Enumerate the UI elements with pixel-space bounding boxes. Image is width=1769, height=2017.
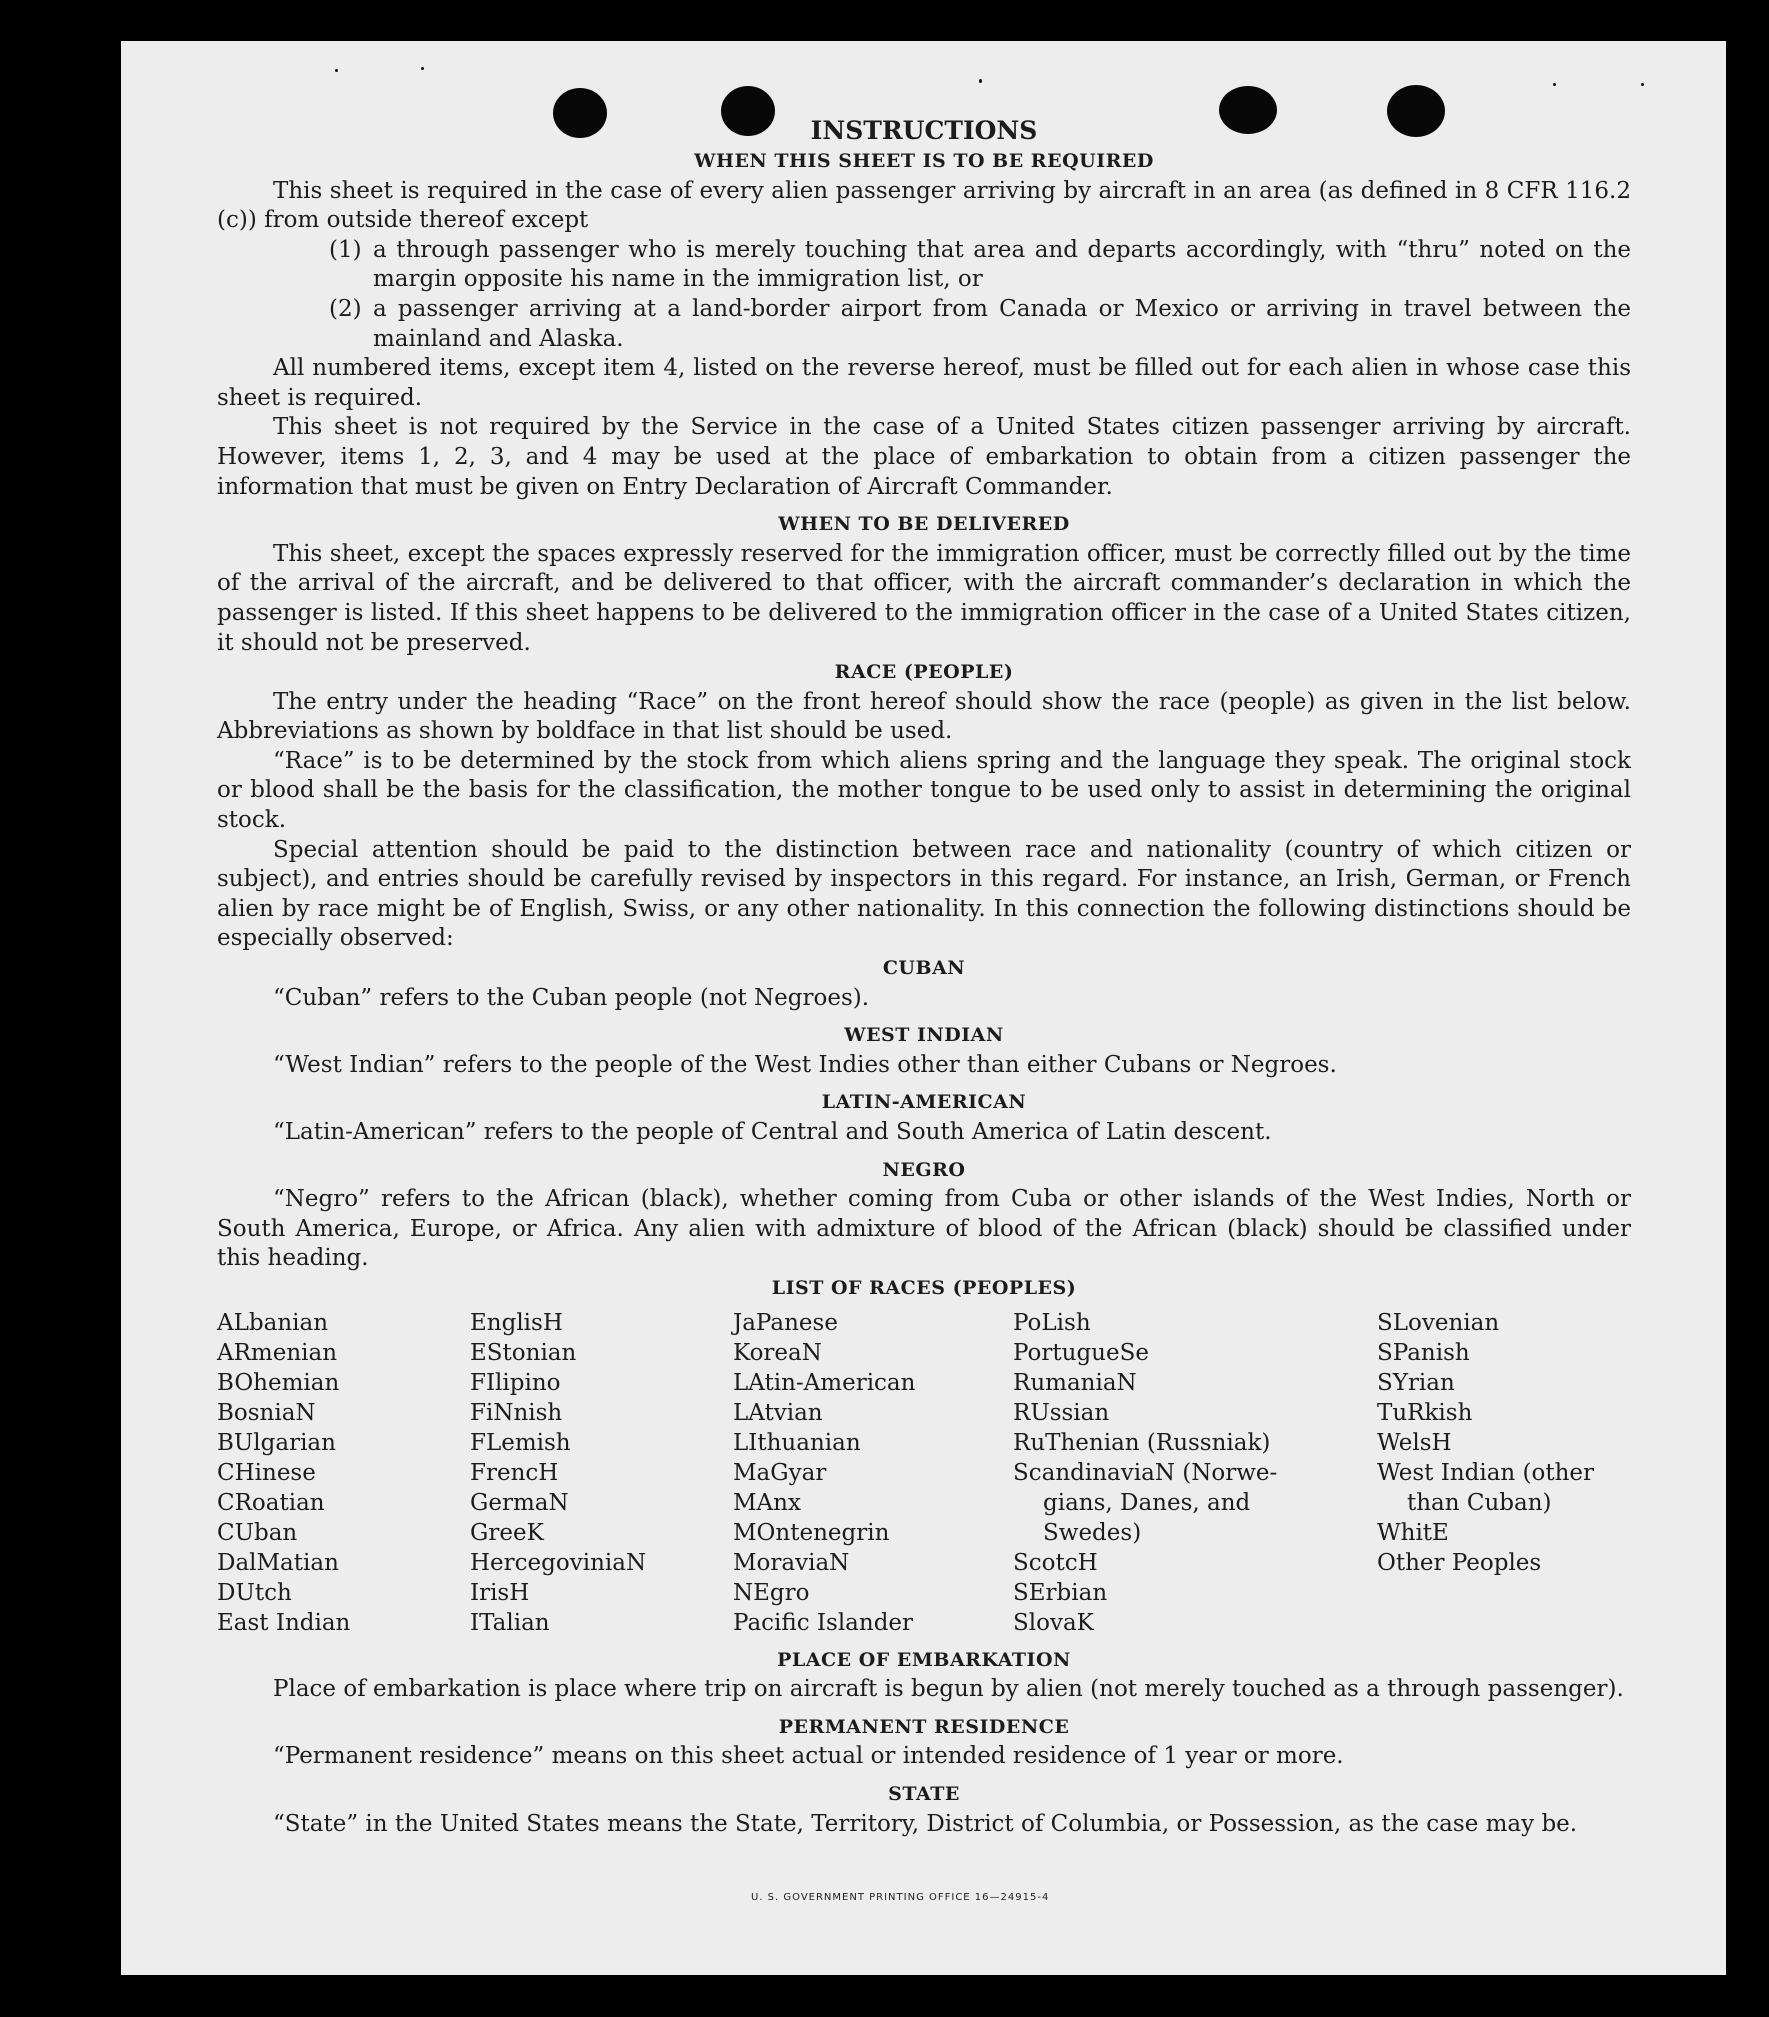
race-entry: Swedes): [1043, 1519, 1142, 1546]
race-entry: RuThenian (Russniak): [1013, 1429, 1271, 1456]
heading-west-indian: WEST INDIAN: [844, 1024, 1004, 1047]
heading-place-of-embarkation: PLACE OF EMBARKATION: [777, 1648, 1071, 1671]
heading-negro: NEGRO: [882, 1158, 966, 1181]
document-page: [121, 41, 1726, 1975]
race-entry: SlovaK: [1013, 1609, 1094, 1636]
race-entry: PortugueSe: [1013, 1339, 1149, 1366]
race-entry: SYrian: [1377, 1369, 1455, 1396]
paragraph: Place of embarkation is place where trip on aircraft is begun by alien (not merely touched as a through passenger).: [273, 1676, 1624, 1703]
race-entry: EStonian: [470, 1339, 577, 1366]
paragraph: “Cuban” refers to the Cuban people (not Negroes).: [273, 984, 870, 1011]
speck: [335, 69, 338, 72]
heading-race: RACE (PEOPLE): [834, 661, 1014, 684]
race-entry: ARmenian: [217, 1339, 338, 1366]
paragraph: “Race” is to be determined by the stock from which aliens spring and the language they speak. The original stock or blood shall be the basis for the classification, the mother tongue to be used only to assist in determining the original stock.: [217, 747, 1631, 834]
heading-state: STATE: [888, 1782, 960, 1805]
race-entry: MaGyar: [733, 1459, 827, 1486]
race-entry: CHinese: [217, 1459, 316, 1486]
race-entry: BosniaN: [217, 1399, 316, 1426]
race-entry: ScotcH: [1013, 1549, 1098, 1576]
race-entry: WelsH: [1377, 1429, 1452, 1456]
heading-list-of-races: LIST OF RACES (PEOPLES): [771, 1276, 1077, 1299]
heading-when-delivered: WHEN TO BE DELIVERED: [778, 513, 1070, 536]
race-list: [217, 1308, 1631, 1638]
instructions-body: [217, 115, 1631, 1839]
race-column: [1377, 1308, 1627, 1638]
item-number: (1): [329, 236, 362, 263]
race-entry: than Cuban): [1407, 1489, 1552, 1516]
race-entry: MOntenegrin: [733, 1519, 890, 1546]
race-entry: East Indian: [217, 1609, 351, 1636]
race-entry: JaPanese: [733, 1309, 838, 1336]
paragraph: This sheet, except the spaces expressly reserved for the immigration officer, must be correctly filled out by the time of the arrival of the aircraft, and be delivered to that officer, with the aircraft commander’s declaration in which the passenger is listed. If this sheet happens to be delivered to the immigration officer in the case of a United States citizen, it should not be preserved.: [217, 540, 1631, 656]
race-entry: DUtch: [217, 1579, 292, 1606]
race-entry: SPanish: [1377, 1339, 1470, 1366]
speck: [1553, 83, 1556, 86]
exception-item-2: [217, 295, 1631, 354]
race-entry: LAtin-American: [733, 1369, 916, 1396]
race-entry: BUlgarian: [217, 1429, 336, 1456]
race-entry: IrisH: [470, 1579, 530, 1606]
paragraph: The entry under the heading “Race” on the front hereof should show the race (people) as given in the list below. Abbreviations as shown by boldface in that list should be used.: [217, 688, 1631, 745]
item-text: a through passenger who is merely touching that area and departs accordingly, with “thru” noted on the margin opposite his name in the immigration list, or: [373, 236, 1631, 293]
race-column: [733, 1308, 1013, 1638]
race-entry: gians, Danes, and: [1043, 1489, 1251, 1516]
race-entry: CRoatian: [217, 1489, 325, 1516]
race-entry: LAtvian: [733, 1399, 823, 1426]
item-text: a passenger arriving at a land-border airport from Canada or Mexico or arriving in travel between the mainland and Alaska.: [373, 295, 1631, 352]
paragraph: All numbered items, except item 4, listed on the reverse hereof, must be filled out for each alien in whose case this sheet is required.: [217, 355, 1631, 411]
race-column: [470, 1308, 733, 1638]
race-entry: LIthuanian: [733, 1429, 861, 1456]
exception-item-1: [217, 236, 1631, 295]
race-entry: TuRkish: [1377, 1399, 1473, 1426]
race-entry: FIlipino: [470, 1369, 561, 1396]
race-entry: West Indian (other: [1377, 1459, 1595, 1486]
race-entry: EnglisH: [470, 1309, 563, 1336]
race-entry: RUssian: [1013, 1399, 1110, 1426]
race-entry: SErbian: [1013, 1579, 1108, 1606]
race-entry: FiNnish: [470, 1399, 563, 1426]
race-entry: ScandinaviaN (Norwe-: [1013, 1459, 1278, 1486]
speck: [1641, 83, 1644, 86]
paragraph: This sheet is not required by the Service in the case of a United States citizen passenger arriving by aircraft. However, items 1, 2, 3, and 4 may be used at the place of embarkation to obtain from a citizen passenger the information that must be given on Entry Declaration of Aircraft Commander.: [217, 414, 1631, 500]
race-entry: SLovenian: [1377, 1309, 1500, 1336]
race-entry: FLemish: [470, 1429, 571, 1456]
race-entry: CUban: [217, 1519, 298, 1546]
heading-permanent-residence: PERMANENT RESIDENCE: [778, 1715, 1070, 1738]
race-entry: Other Peoples: [1377, 1549, 1542, 1576]
paragraph: “Latin-American” refers to the people of Central and South America of Latin descent.: [273, 1119, 1272, 1145]
race-entry: PoLish: [1013, 1309, 1091, 1336]
heading-cuban: CUBAN: [882, 957, 966, 980]
speck: [421, 67, 424, 70]
paragraph: “Negro” refers to the African (black), whether coming from Cuba or other islands of the West Indies, North or South America, Europe, or Africa. Any alien with admixture of blood of the African (black) should be classified under this heading.: [217, 1186, 1631, 1272]
race-entry: GreeK: [470, 1519, 544, 1546]
race-entry: ALbanian: [217, 1309, 329, 1336]
speck: [979, 79, 982, 83]
race-column: [1013, 1308, 1377, 1638]
paragraph: This sheet is required in the case of every alien passenger arriving by aircraft in an area (as defined in 8 CFR 116.2 (c)) from outside thereof except: [217, 177, 1631, 234]
race-entry: DalMatian: [217, 1549, 339, 1576]
heading-latin-american: LATIN-AMERICAN: [821, 1091, 1027, 1114]
race-entry: HercegoviniaN: [470, 1549, 647, 1576]
race-entry: RumaniaN: [1013, 1369, 1137, 1396]
paragraph: “West Indian” refers to the people of the West Indies other than either Cubans or Negroes.: [273, 1051, 1337, 1078]
race-entry: BOhemian: [217, 1369, 340, 1396]
race-entry: Pacific Islander: [733, 1609, 914, 1636]
heading-when-required: WHEN THIS SHEET IS TO BE REQUIRED: [694, 150, 1154, 172]
race-entry: MAnx: [733, 1489, 801, 1516]
race-entry: KoreaN: [733, 1339, 822, 1366]
paragraph: “Permanent residence” means on this sheet actual or intended residence of 1 year or more.: [273, 1743, 1344, 1770]
page-title: INSTRUCTIONS: [810, 116, 1038, 145]
race-entry: NEgro: [733, 1579, 810, 1606]
race-entry: WhitE: [1377, 1519, 1449, 1546]
race-entry: ITalian: [470, 1609, 550, 1636]
paragraph: “State” in the United States means the State, Territory, District of Columbia, or Possession, as the case may be.: [273, 1810, 1578, 1837]
race-entry: FrencH: [470, 1459, 559, 1486]
race-entry: MoraviaN: [733, 1549, 850, 1576]
printing-office-footer: U. S. GOVERNMENT PRINTING OFFICE 16—24915-4: [751, 1892, 1050, 1903]
race-entry: GermaN: [470, 1489, 569, 1516]
item-number: (2): [329, 295, 362, 322]
paragraph: Special attention should be paid to the distinction between race and nationality (country of which citizen or subject), and entries should be carefully revised by inspectors in this regard. For instance, an Irish, German, or French alien by race might be of English, Swiss, or any other nationality. In this connection the following distinctions should be especially observed:: [217, 836, 1631, 952]
race-column: [217, 1308, 470, 1638]
